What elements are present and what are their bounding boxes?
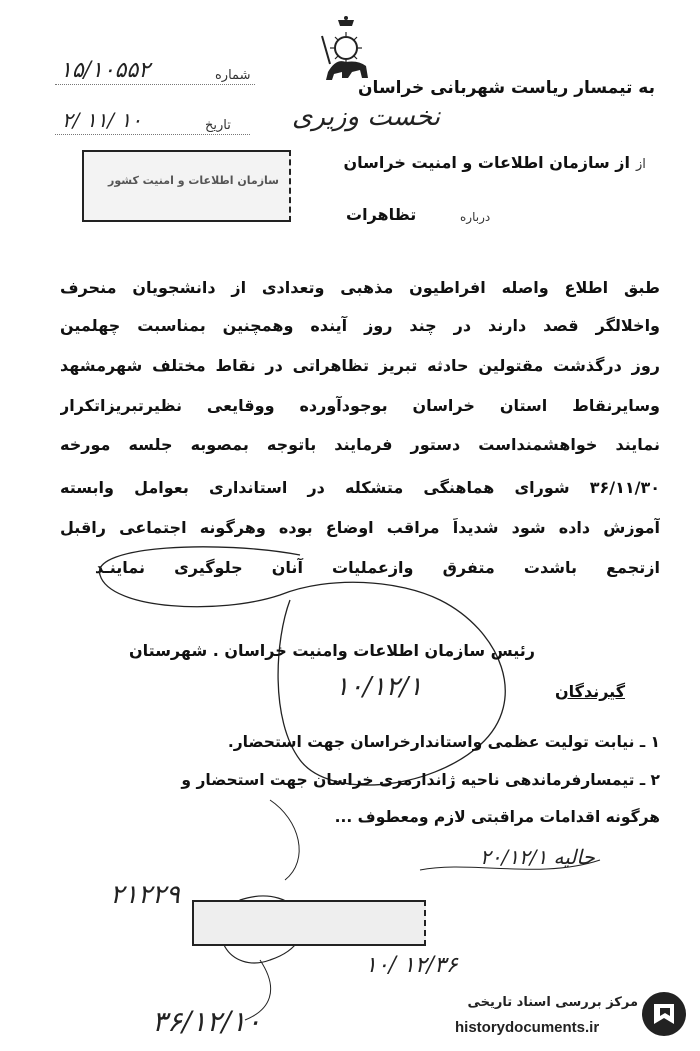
body-line-7: آموزش داده شود شدیداً مراقب اوضاع بوده وهرگونه اجتماعی راقبل [60,518,660,537]
number-label: شماره [215,68,251,83]
body-line-4: وسایرنقاط استان خراسان بوجودآورده ووقایعی نظیرتبریزاتکرار [60,396,660,415]
to-line: به تیمسار ریاست شهربانی خراسان [358,78,655,98]
subject-label: درباره [460,210,491,224]
body-line-6: ۳۶/۱۱/۳۰ شورای هماهنگی متشکله در استانداری بعوامل وابسته [60,478,660,497]
handwritten-bottom-mid: ۱۰/ ۱۲/۳۶ [365,953,458,978]
recipient-item-1: ۱ ـ نیابت تولیت عظمی واستاندارخراسان جهت استحضار. [227,733,660,751]
signature-title: رئیس سازمان اطلاعات وامنیت خراسان . شهرستان [129,641,535,660]
body-line-1: طبق اطلاع واصله افراطیون مذهبی وتعدادی از دانشجویان منحرف [60,278,660,297]
handwritten-bottom-left: ۳۶/۱۲/۱۰ [152,1005,262,1038]
footer-brand: مرکز بررسی اسناد تاریخی [467,995,638,1010]
footer-url[interactable]: historydocuments.ir [455,1019,600,1036]
body-line-8: ازتجمع باشدت متفرق وازعملیات آنان جلوگیری نماینـد [95,558,660,577]
body-line-5: نمایند خواهشمنداست دستور فرمایند باتوجه بمصوبه جلسه مورخه [60,435,660,454]
number-value: ۱۵/۱۰۵۵۲ [60,58,151,83]
date-label: تاریخ [205,118,231,133]
history-documents-logo-icon [640,990,688,1038]
subject-value: تظاهرات [346,205,417,224]
ministry-title: نخست وزیری [292,102,441,132]
recipient-item-2: ۲ ـ تیمسارفرماندهی ناحیه ژاندارمری خراسان جهت استحضار و [181,771,660,789]
date-value: ۲/ ۱۱/ ۱۰ [62,108,142,132]
received-stamp-box [192,900,426,946]
handwritten-lower-note: حالیه ۲۰/۱۲/۱ [480,845,595,869]
handwritten-left-number: ۲۱۲۲۹ [110,880,180,910]
recipients-title: گیرندگان [555,682,626,701]
from-line: از سازمان اطلاعات و امنیت خراسان [343,153,630,172]
body-line-3: روز درگذشت مقتولین حادثه تبریز تظاهراتی در نقاط مختلف شهرمشهد [60,356,660,375]
recipient-item-3: هرگونه اقدامات مراقبتی لازم ومعطوف ... [334,808,660,826]
handwritten-date-mid: ۱۰/۱۲/۱ [335,672,423,702]
stamp-faint-text: سازمان اطلاعات و امنیت کشور [108,174,279,187]
body-line-2: واخلالگر قصد دارند در چند روز آینده وهمچنین بمناسبت چهلمین [60,316,660,335]
from-prefix: از [636,157,646,172]
